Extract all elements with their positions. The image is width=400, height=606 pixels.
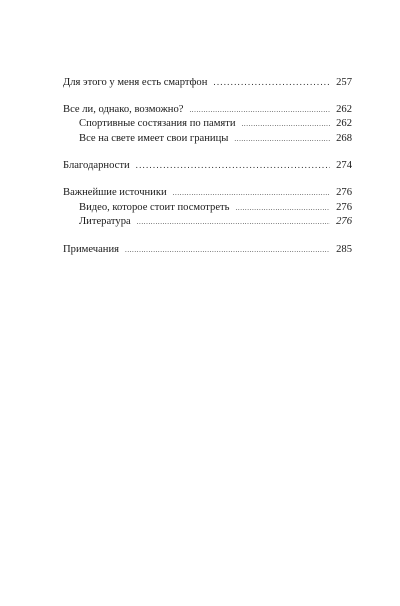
toc-group-smartphone (63, 76, 352, 90)
toc-entry-title: Все ли, однако, возможно? (63, 103, 184, 115)
toc-entry-title: Спортивные состязания по памяти (79, 118, 236, 130)
toc-entry-title: Благодарности (63, 160, 130, 172)
toc-subentry[interactable] (63, 117, 352, 132)
toc-entry-page: 285 (336, 243, 352, 255)
toc-group-notes (63, 243, 352, 258)
toc-leader-dots (173, 187, 330, 201)
toc-leader-dots (242, 118, 330, 132)
toc-leader-dots (236, 202, 331, 216)
toc-leader-dots (137, 216, 330, 230)
toc-entry[interactable] (63, 76, 352, 90)
toc-group-acknowledgements (63, 159, 352, 173)
toc-entry[interactable] (63, 243, 352, 258)
toc-subentry[interactable] (63, 132, 352, 147)
toc-entry-title: Важнейшие источники (63, 186, 167, 198)
toc-entry-title: Литература (79, 216, 131, 228)
toc-entry[interactable] (63, 159, 352, 173)
toc-leader-dots (189, 104, 330, 118)
toc-subentry[interactable] (63, 215, 352, 230)
toc-subentry[interactable] (63, 201, 352, 216)
toc-entry-page: 262 (336, 103, 352, 115)
toc-entry[interactable] (63, 103, 352, 118)
toc-leader-dots (136, 159, 330, 173)
toc-leader-dots (125, 244, 330, 258)
table-of-contents (63, 76, 352, 270)
toc-entry-page: 276 (336, 201, 352, 213)
toc-entry-page: 276 (336, 186, 352, 198)
toc-group-possible (63, 103, 352, 147)
toc-entry-title: Все на свете имеет свои границы (79, 132, 229, 144)
toc-entry-title: Для этого у меня есть смартфон (63, 77, 208, 88)
toc-entry-page: 276 (336, 216, 352, 228)
toc-entry-title: Видео, которое стоит посмотреть (79, 201, 230, 213)
toc-entry-page: 257 (336, 77, 352, 88)
toc-entry[interactable] (63, 186, 352, 201)
toc-leader-dots (213, 76, 330, 90)
toc-entry-page: 268 (336, 132, 352, 144)
toc-entry-page: 262 (336, 118, 352, 130)
toc-leader-dots (234, 133, 330, 147)
toc-group-sources (63, 186, 352, 230)
toc-entry-page: 274 (336, 160, 352, 172)
toc-entry-title: Примечания (63, 243, 119, 255)
